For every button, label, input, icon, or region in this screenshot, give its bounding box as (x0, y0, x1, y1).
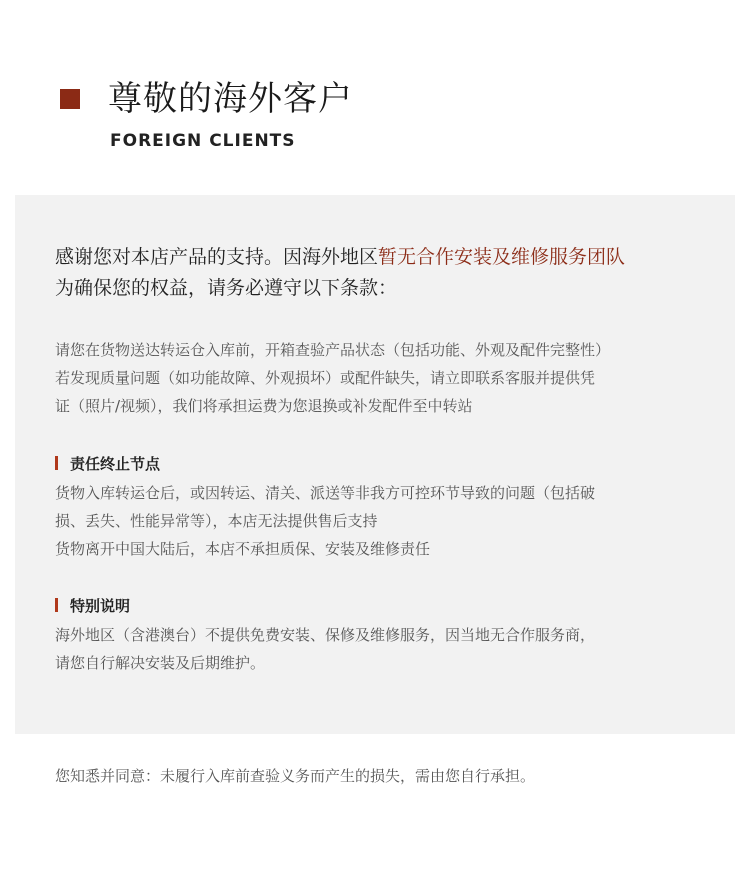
inspection-line: 请您在货物送达转运仓入库前，开箱查验产品状态（包括功能、外观及配件完整性） (55, 341, 611, 359)
title-accent-square (60, 89, 80, 109)
intro-highlight: 暂无合作安装及维修服务团队 (378, 246, 626, 268)
heading-bar-icon (55, 598, 58, 612)
liability-line: 货物离开中国大陆后，本店不承担质保、安装及维修责任 (55, 540, 431, 558)
special-line: 请您自行解决安装及后期维护。 (55, 654, 266, 672)
special-heading-text: 特别说明 (70, 597, 131, 615)
inspection-line: 若发现质量问题（如功能故障、外观损坏）或配件缺失，请立即联系客服并提供凭 (55, 369, 596, 387)
heading-bar-icon (55, 456, 58, 470)
special-heading (55, 596, 130, 616)
inspection-line: 证（照片/视频），我们将承担运费为您退换或补发配件至中转站 (55, 397, 473, 415)
special-paragraph (55, 621, 715, 677)
liability-line: 损、丢失、性能异常等），本店无法提供售后支持 (55, 512, 378, 530)
intro-line1-prefix: 感谢您对本店产品的支持。因海外地区 (55, 246, 379, 268)
page-title: 尊敬的海外客户 (108, 79, 353, 119)
liability-paragraph (55, 479, 715, 563)
footer-note: 您知悉并同意：未履行入库前查验义务而产生的损失，需由您自行承担。 (55, 767, 536, 785)
inspection-paragraph (55, 336, 715, 420)
intro-text (55, 242, 715, 304)
special-line: 海外地区（含港澳台）不提供免费安装、保修及维修服务，因当地无合作服务商， (55, 626, 596, 644)
liability-heading-text: 责任终止节点 (70, 455, 161, 473)
liability-heading (55, 454, 160, 474)
intro-line2: 为确保您的权益，请务必遵守以下条款： (55, 277, 398, 299)
page-subtitle: FOREIGN CLIENTS (110, 131, 296, 151)
liability-line: 货物入库转运仓后，或因转运、清关、派送等非我方可控环节导致的问题（包括破 (55, 484, 596, 502)
